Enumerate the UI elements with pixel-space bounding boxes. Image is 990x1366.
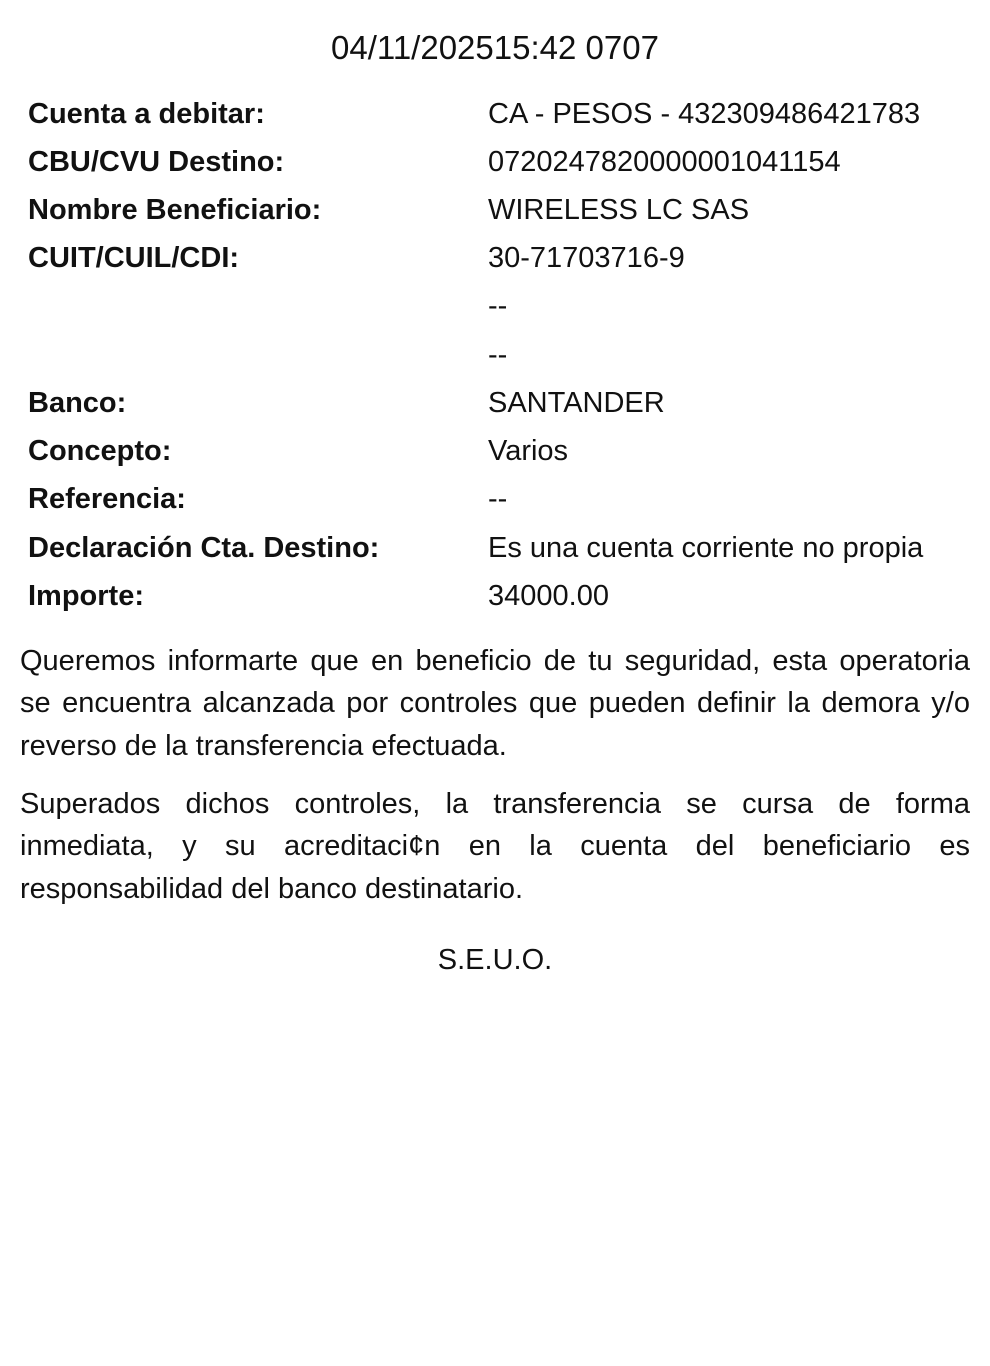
table-row	[16, 234, 974, 282]
header-time: 15:42	[493, 29, 577, 66]
detail-value: 34000.00	[488, 579, 609, 612]
table-row	[16, 331, 974, 379]
detail-label: Nombre Beneficiario:	[28, 194, 322, 227]
table-row	[16, 572, 974, 620]
accreditation-notice-paragraph: Superados dichos controles, la transferencia se cursa de forma inmediata, y su acreditaci¢n en la cuenta del beneficiario es responsabilidad del banco destinatario.	[20, 787, 970, 905]
detail-label: Declaración Cta. Destino:	[28, 531, 380, 564]
header-date: 04/11/2025	[331, 29, 494, 66]
table-row	[16, 475, 974, 523]
security-notice-paragraph: Queremos informarte que en beneficio de tu seguridad, esta operatoria se encuentra alcanzada por controles que pueden definir la demora y/o reverso de la transferencia efectuada.	[20, 645, 970, 762]
table-row	[16, 282, 974, 330]
header-code: 0707	[585, 29, 659, 66]
detail-value: CA - PESOS - 432309486421783	[488, 97, 921, 130]
detail-value: --	[488, 483, 508, 516]
detail-value: SANTANDER	[488, 386, 665, 419]
detail-value: --	[488, 290, 508, 323]
detail-label: Referencia:	[28, 483, 186, 516]
transfer-details-table	[16, 90, 974, 620]
detail-value: 30-71703716-9	[488, 242, 685, 275]
detail-value: Varios	[488, 435, 569, 468]
detail-label: CBU/CVU Destino:	[28, 145, 285, 178]
detail-value: 0720247820000001041154	[488, 145, 841, 178]
seuo-footer: S.E.U.O.	[437, 943, 553, 976]
table-row	[16, 524, 974, 572]
detail-label: CUIT/CUIL/CDI:	[28, 242, 240, 275]
detail-value: WIRELESS LC SAS	[488, 194, 750, 227]
table-row	[16, 90, 974, 138]
table-row	[16, 138, 974, 186]
table-row	[16, 186, 974, 234]
detail-value: Es una cuenta corriente no propia	[488, 531, 924, 564]
transfer-details-body	[16, 90, 974, 620]
detail-label: Concepto:	[28, 435, 172, 468]
detail-label: Banco:	[28, 386, 127, 419]
table-row	[16, 379, 974, 427]
detail-label: Cuenta a debitar:	[28, 97, 265, 130]
page-title	[16, 28, 974, 68]
detail-label	[16, 282, 480, 330]
detail-value: --	[488, 338, 508, 371]
detail-label	[16, 331, 480, 379]
table-row	[16, 427, 974, 475]
detail-label: Importe:	[28, 579, 144, 612]
